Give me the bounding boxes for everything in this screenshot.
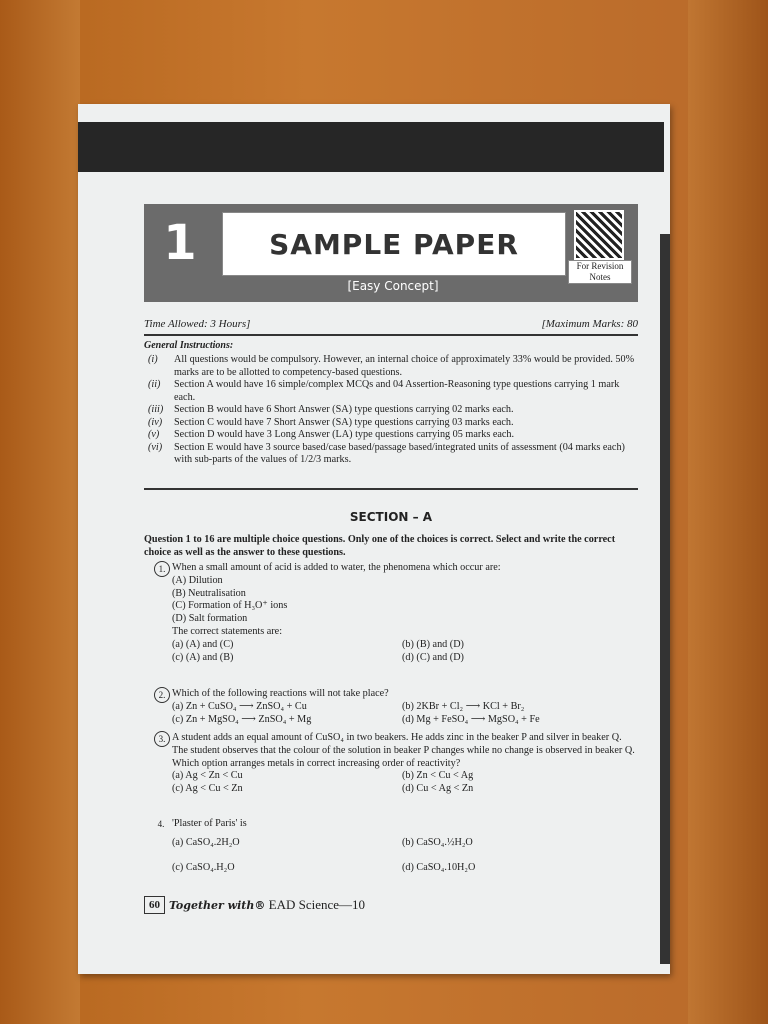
options xyxy=(158,701,638,727)
option: (d) Mg + FeSO₄ ⟶ MgSO₄ + Fe xyxy=(402,713,540,725)
statement: (D) Salt formation xyxy=(172,613,248,625)
statement: (B) Neutralisation xyxy=(172,587,246,599)
instruction-item: (v) Section D would have 3 Long Answer (LA) type questions carrying 05 marks each. xyxy=(148,429,515,440)
question-2 xyxy=(158,688,638,726)
divider xyxy=(144,334,638,336)
option: (c) (A) and (B) xyxy=(172,651,234,663)
option: (c) Ag < Cu < Zn xyxy=(172,783,243,795)
instructions-list xyxy=(144,354,638,467)
question-4 xyxy=(158,818,638,874)
option: (a) Ag < Zn < Cu xyxy=(172,770,243,782)
divider xyxy=(144,488,638,490)
instructions-heading: General Instructions: xyxy=(144,340,234,351)
question-prompt: The correct statements are: xyxy=(172,625,283,637)
option: (c) CaSO₄.H₂O xyxy=(172,861,235,873)
options xyxy=(158,770,638,796)
instruction-item: (i) All questions would be compulsory. However, an internal choice of approximately 33% would be provided. 50% marks are to be allotted to competency-based questions. xyxy=(148,354,635,378)
options xyxy=(158,837,638,875)
banner-title-box xyxy=(222,212,566,276)
paper-page xyxy=(78,104,670,974)
section-intro: Question 1 to 16 are multiple choice questions. Only one of the choices is correct. Select and write the correct choice as well as the answer to these questions. xyxy=(144,534,616,558)
paper-number: 1 xyxy=(163,215,197,271)
statement: (C) Formation of H₃O⁺ ions xyxy=(172,600,288,612)
question-text: When a small amount of acid is added to water, the phenomena which occur are: xyxy=(172,562,501,573)
option: (a) CaSO₄.2H₂O xyxy=(172,836,240,848)
table-surface-left xyxy=(0,0,80,1024)
question-1 xyxy=(158,562,638,664)
page-right-band xyxy=(660,234,670,964)
question-number: 1. xyxy=(154,561,170,577)
option: (b) Zn < Cu < Ag xyxy=(402,770,474,782)
option: (d) Cu < Ag < Zn xyxy=(402,783,474,795)
option: (c) Zn + MgSO₄ ⟶ ZnSO₄ + Mg xyxy=(172,713,312,725)
option: (b) (B) and (D) xyxy=(402,638,464,650)
banner-title: SAMPLE PAPER xyxy=(269,227,519,261)
sample-paper-banner xyxy=(144,204,638,302)
banner-subtitle: [Easy Concept] xyxy=(347,279,439,293)
question-number: 4. xyxy=(157,819,165,829)
instruction-item: (iii) Section B would have 6 Short Answer (SA) type questions carrying 02 marks each. xyxy=(148,404,514,415)
question-number: 3. xyxy=(154,731,170,747)
option: (a) (A) and (C) xyxy=(172,638,234,650)
question-text: 'Plaster of Paris' is xyxy=(172,818,247,829)
page-top-band xyxy=(78,122,664,172)
qr-code-icon xyxy=(574,210,624,260)
option: (d) (C) and (D) xyxy=(402,651,464,663)
option: (d) CaSO₄.10H₂O xyxy=(402,861,476,873)
qr-label: For Revision Notes xyxy=(568,260,632,284)
statement-list xyxy=(158,575,638,626)
maximum-marks: [Maximum Marks: 80 xyxy=(541,318,638,330)
book-title: EAD Science—10 xyxy=(268,897,366,912)
question-3 xyxy=(158,732,638,796)
question-text: Which of the following reactions will not take place? xyxy=(172,688,389,699)
section-heading: SECTION – A xyxy=(349,510,433,524)
brand-logo: Together with® xyxy=(169,899,266,912)
table-surface-right xyxy=(688,0,768,1024)
instruction-item: (ii) Section A would have 16 simple/complex MCQs and 04 Assertion-Reasoning type questions carrying 1 mark each. xyxy=(148,379,620,403)
footer-title xyxy=(169,897,365,913)
page-number: 60 xyxy=(144,896,165,914)
instruction-item: (vi) Section E would have 3 source based/case based/passage based/integrated units of assessment (04 marks each) with sub-parts of the values of 1/2/3 marks. xyxy=(148,441,625,465)
time-allowed: Time Allowed: 3 Hours] xyxy=(144,318,251,330)
page-footer xyxy=(144,896,365,914)
question-number: 2. xyxy=(154,687,170,703)
option: (b) 2KBr + Cl₂ ⟶ KCl + Br₂ xyxy=(402,700,525,712)
options xyxy=(158,639,638,665)
question-text: A student adds an equal amount of CuSO₄ in two beakers. He adds zinc in the beaker P and silver in beaker Q. The student observes that the colour of the solution in beaker P changes while no change is observed in beaker Q. Which option arranges metals in correct increasing order of reactivity? xyxy=(172,732,635,769)
instruction-item: (iv) Section C would have 7 Short Answer (SA) type questions carrying 03 marks each. xyxy=(148,416,514,428)
statement: (A) Dilution xyxy=(172,574,223,586)
option: (a) Zn + CuSO₄ ⟶ ZnSO₄ + Cu xyxy=(172,700,307,712)
option: (b) CaSO₄.½H₂O xyxy=(402,836,473,848)
